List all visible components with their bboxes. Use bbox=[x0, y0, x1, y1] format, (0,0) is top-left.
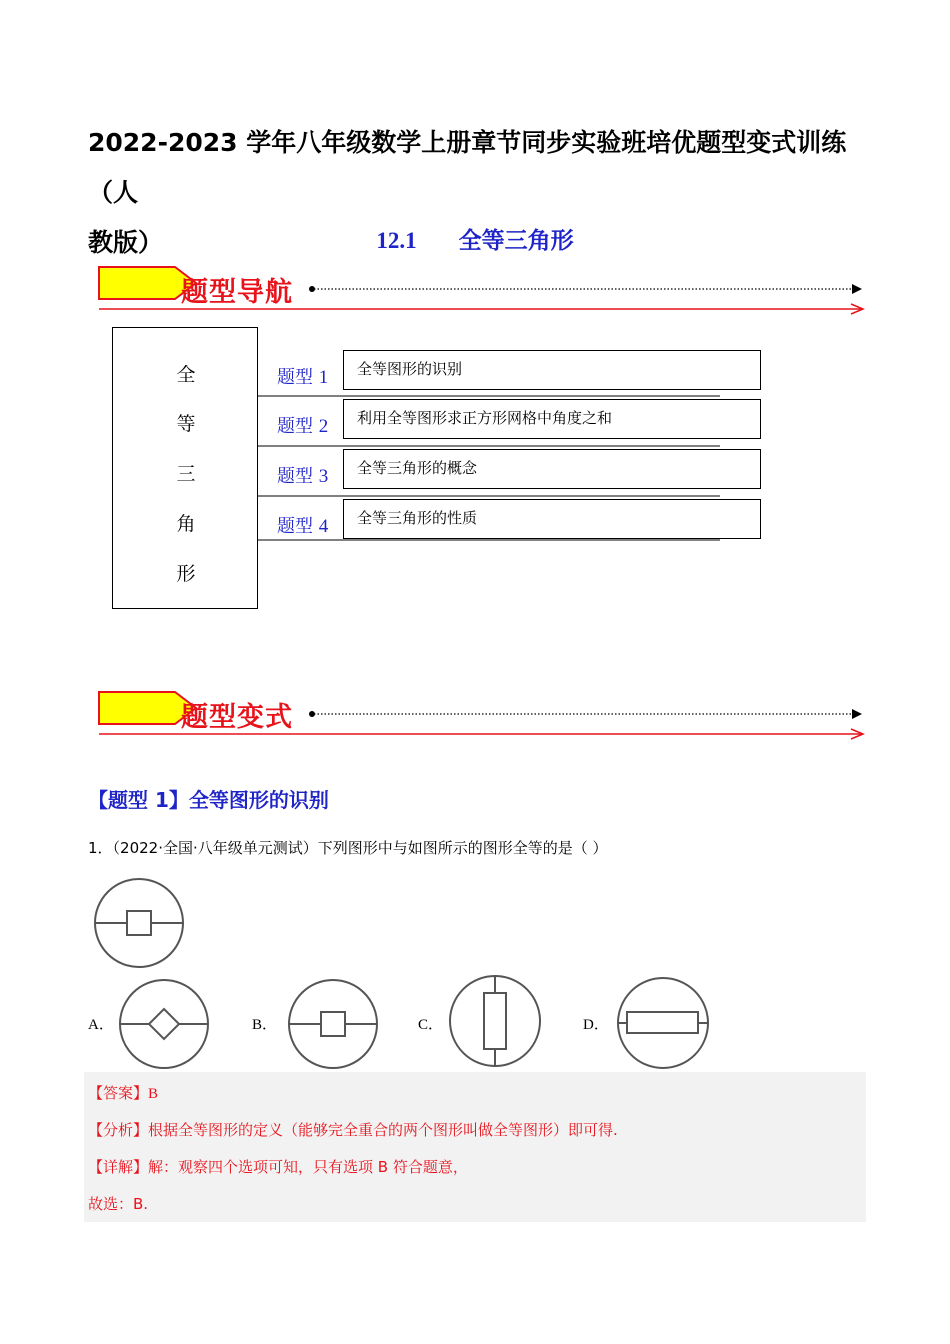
option-c-label: C． bbox=[418, 1017, 444, 1033]
answer-block bbox=[84, 1072, 866, 1222]
option-c-figure bbox=[447, 973, 543, 1069]
type-label-2: 题型 2 bbox=[277, 416, 329, 437]
option-d-circle bbox=[618, 978, 708, 1068]
tree-root-char-1: 全 bbox=[176, 364, 196, 386]
navigation-banner-title: 题型导航 bbox=[181, 277, 293, 308]
option-b-square bbox=[321, 1012, 345, 1036]
variants-banner-title: 题型变式 bbox=[181, 702, 293, 733]
navigation-arrowhead-icon bbox=[852, 284, 862, 294]
option-d-label: D． bbox=[583, 1017, 609, 1033]
option-c-rectangle bbox=[484, 993, 506, 1049]
conclusion-line: 故选：B. bbox=[88, 1195, 149, 1213]
option-a-diamond bbox=[149, 1009, 179, 1039]
type-label-3: 题型 3 bbox=[277, 466, 329, 487]
analysis-line bbox=[88, 1119, 618, 1140]
detail-line bbox=[88, 1156, 468, 1177]
type-box-1: 全等图形的识别 bbox=[343, 350, 761, 390]
section-subtitle bbox=[0, 222, 950, 255]
type-label-1: 题型 1 bbox=[277, 367, 329, 388]
tree-root-char-2: 等 bbox=[176, 413, 196, 435]
section-heading: 【题型 1】全等图形的识别 bbox=[88, 788, 329, 812]
type-box-4: 全等三角形的性质 bbox=[343, 499, 761, 539]
document-title-line2: 教版） bbox=[88, 228, 164, 257]
detail-text: 解：观察四个选项可知，只有选项 B 符合题意， bbox=[148, 1158, 468, 1176]
section-title: 全等三角形 bbox=[458, 228, 574, 254]
analysis-tag: 【分析】 bbox=[88, 1121, 149, 1139]
option-b-figure bbox=[286, 977, 380, 1071]
document-title-line1: 2022-2023 学年八年级数学上册章节同步实验班培优题型变式训练（人 bbox=[88, 128, 847, 207]
variants-arrowhead-icon bbox=[852, 709, 862, 719]
option-a-label: A． bbox=[88, 1017, 114, 1033]
detail-tag: 【详解】 bbox=[88, 1158, 149, 1176]
answer-value: B bbox=[148, 1086, 159, 1102]
tree-root-char-5: 形 bbox=[176, 563, 196, 585]
option-d-rectangle bbox=[627, 1012, 698, 1033]
type-box-2: 利用全等图形求正方形网格中角度之和 bbox=[343, 399, 761, 439]
tree-root-char-4: 角 bbox=[176, 513, 196, 535]
tree-root-char-3: 三 bbox=[176, 463, 196, 485]
section-number: 12.1 bbox=[376, 228, 417, 253]
answer-line bbox=[88, 1082, 158, 1103]
tree-root-box bbox=[112, 327, 258, 609]
type-label-4: 题型 4 bbox=[277, 516, 329, 537]
option-a-figure bbox=[117, 977, 211, 1071]
reference-square bbox=[127, 911, 151, 935]
question-text: 1．（2022·全国·八年级单元测试）下列图形中与如图所示的图形全等的是（ ） bbox=[88, 839, 608, 857]
reference-figure bbox=[92, 876, 186, 970]
analysis-text: 根据全等图形的定义（能够完全重合的两个图形叫做全等图形）即可得. bbox=[148, 1121, 618, 1139]
answer-tag: 【答案】 bbox=[88, 1084, 149, 1102]
type-box-3: 全等三角形的概念 bbox=[343, 449, 761, 489]
option-d-figure bbox=[615, 975, 711, 1071]
option-b-label: B． bbox=[252, 1017, 278, 1033]
